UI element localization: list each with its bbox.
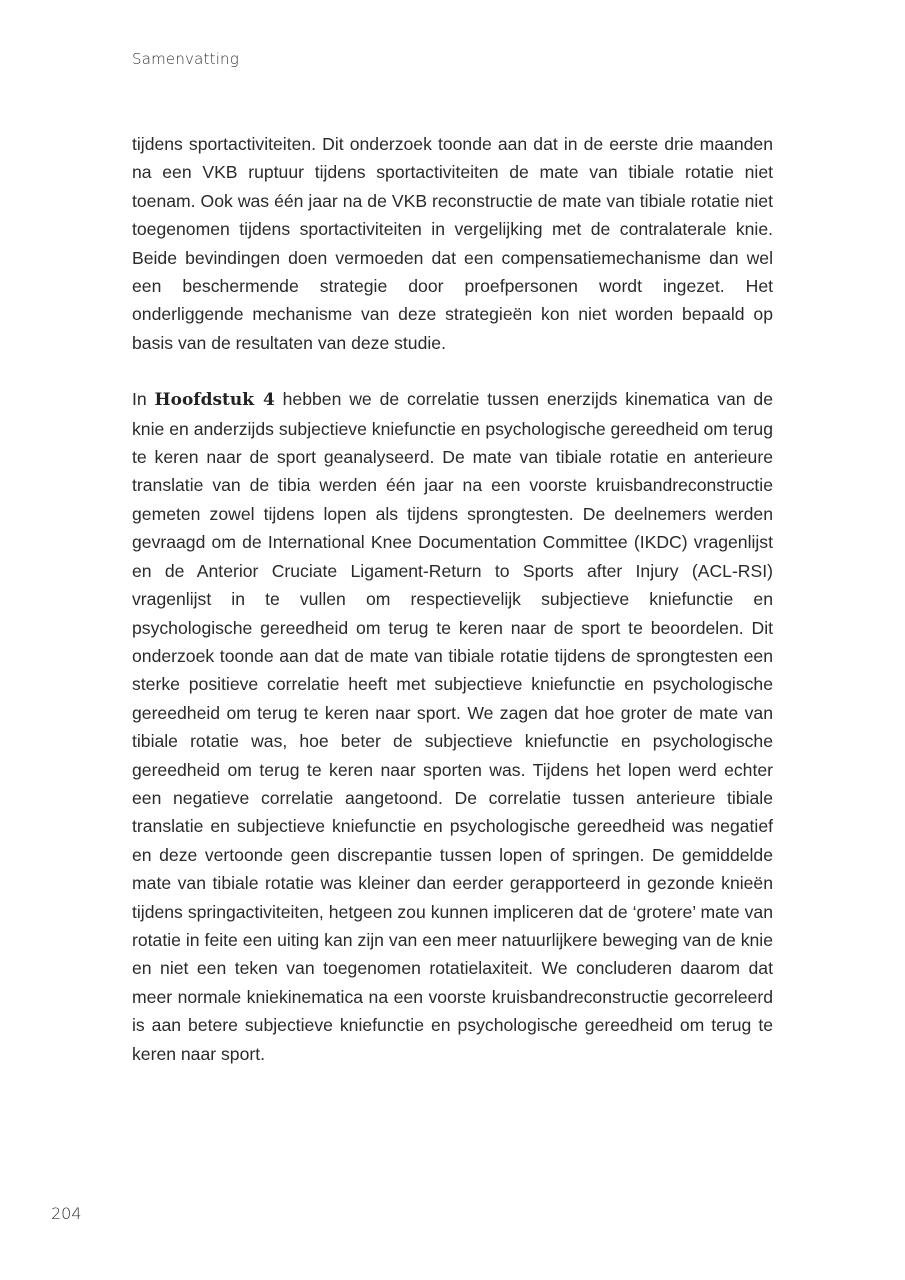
body-text [132, 130, 773, 1068]
chapter-reference: Hoofdstuk 4 [154, 390, 275, 411]
paragraph-body: hebben we de correlatie tussen enerzijds kinematica van de knie en anderzijds subjectieve kniefunctie en psychologische gereedheid om terug te keren naar de sport geanalyseerd. De mate van tibiale rotatie en anterieure translatie van de tibia werden één jaar na een voorste kruisbandreconstructie gemeten zowel tijdens lopen als tijdens sprongtesten. De deelnemers werden gevraagd om de International Knee Documentation Committee (IKDC) vragenlijst en de Anterior Cruciate Ligament-Return to Sports after Injury (ACL-RSI) vragenlijst in te vullen om respectievelijk subjectieve kniefunctie en psychologische gereedheid om terug te keren naar de sport te beoordelen. Dit onderzoek toonde aan dat de mate van tibiale rotatie tijdens de sprongtesten een sterke positieve correlatie heeft met subjectieve kniefunctie en psychologische gereedheid om terug te keren naar sport. We zagen dat hoe groter de mate van tibiale rotatie was, hoe beter de subjectieve kniefunctie en psychologische gereedheid om terug te keren naar sporten was. Tijdens het lopen werd echter een negatieve correlatie aangetoond. De correlatie tussen anterieure tibiale translatie en subjectieve kniefunctie en psychologische gereedheid was negatief en deze vertoonde geen discrepantie tussen lopen of springen. De gemiddelde mate van tibiale rotatie was kleiner dan eerder gerapporteerd in gezonde knieën tijdens springactiviteiten, hetgeen zou kunnen impliceren dat de ‘grotere’ mate van rotatie in feite een uiting kan zijn van een meer natuurlijkere beweging van de knie en niet een teken van toegenomen rotatielaxiteit. We concluderen daarom dat meer normale kniekinematica na een voorste kruisbandreconstructie gecorreleerd is aan betere subjectieve kniefunctie en psychologische gereedheid om terug te keren naar sport. [132, 389, 773, 1064]
running-header-section-title: Samenvatting [132, 50, 239, 68]
page-number: 204 [51, 1204, 82, 1223]
paragraph-chapter-4 [132, 385, 773, 1068]
paragraph-lead: In [132, 389, 155, 410]
paragraph-continuation: tijdens sportactiviteiten. Dit onderzoek toonde aan dat in de eerste drie maanden na een VKB ruptuur tijdens sportactiviteiten de mate van tibiale rotatie niet toenam. Ook was één jaar na de VKB reconstructie de mate van tibiale rotatie niet toegenomen tijdens sportactiviteiten in vergelijking met de contralaterale knie. Beide bevindingen doen vermoeden dat een compensatiemechanisme dan wel een beschermende strategie door proefpersonen wordt ingezet. Het onderliggende mechanisme van deze strategieën kon niet worden bepaald op basis van de resultaten van deze studie. [132, 134, 773, 353]
